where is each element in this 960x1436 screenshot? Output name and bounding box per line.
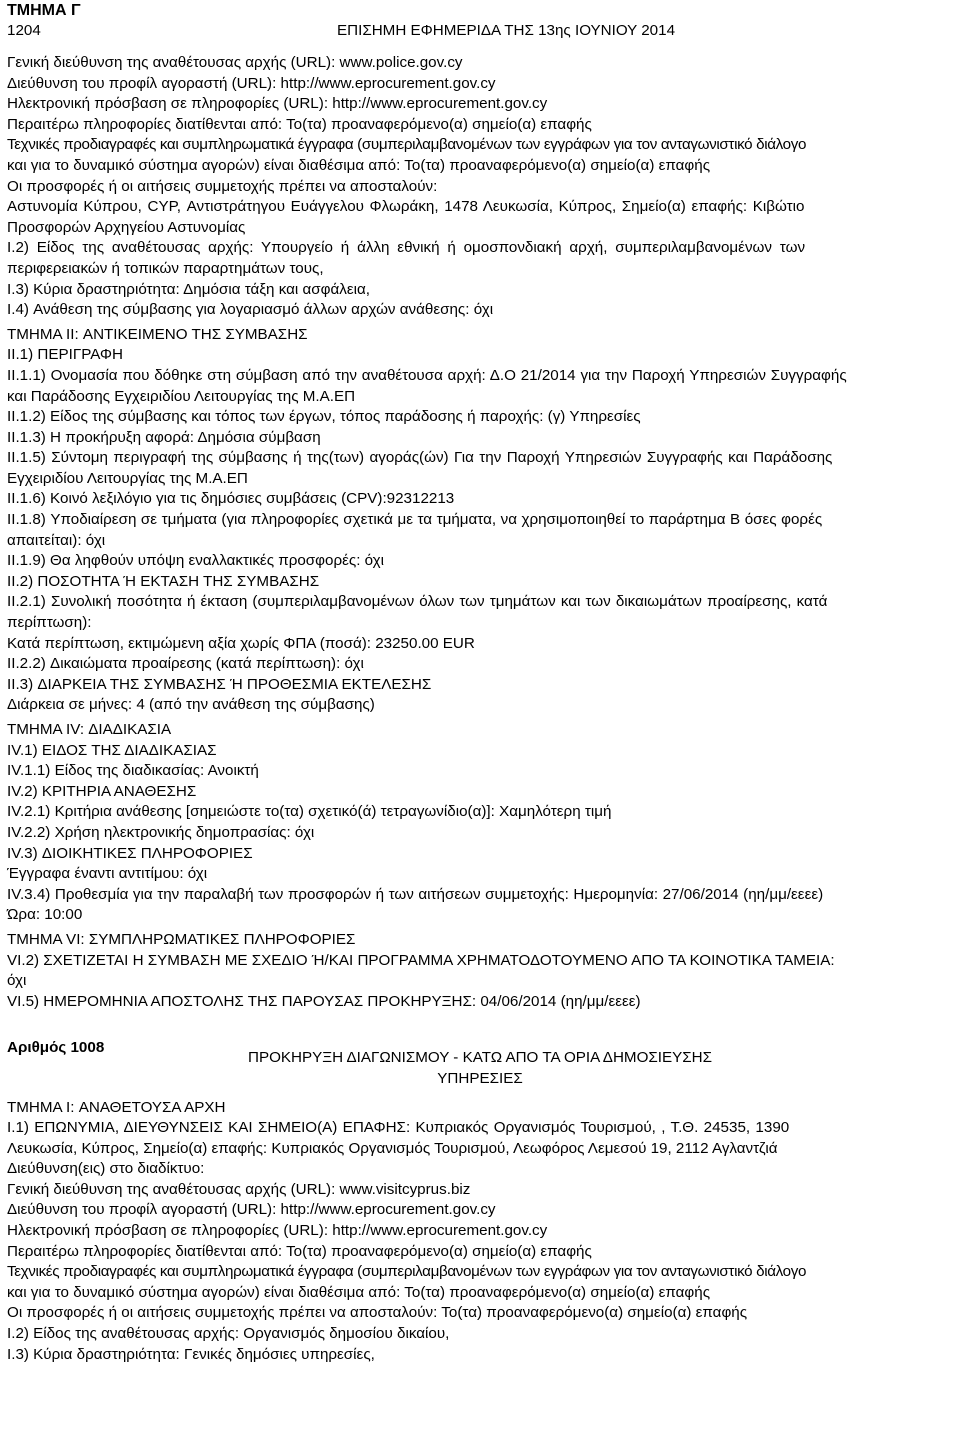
- notice-line: Κατά περίπτωση, εκτιμώμενη αξία χωρίς ΦΠΑ (ποσά): 23250.00 EUR: [7, 634, 475, 652]
- notice-line: Διάρκεια σε μήνες: 4 (από την ανάθεση της σύμβασης): [7, 696, 375, 714]
- notice-line: IV.1) ΕΙΔΟΣ ΤΗΣ ΔΙΑΔΙΚΑΣΙΑΣ: [7, 741, 217, 759]
- notice-line: I.1) ΕΠΩΝΥΜΙΑ, ΔΙΕΥΘΥΝΣΕΙΣ ΚΑΙ ΣΗΜΕΙΟ(Α) ΕΠΑΦΗΣ: Κυπριακός Οργανισμός Τουρισμού, , Τ.Θ. 24535, 1390: [7, 1119, 790, 1137]
- section-heading: ΤΜΗΜΑ I: ΑΝΑΘΕΤΟΥΣΑ ΑΡΧΗ: [7, 1098, 226, 1116]
- notice-line: II.1.1) Ονομασία που δόθηκε στη σύμβαση από την αναθέτουσα αρχή: Δ.Ο 21/2014 για την Παροχή Υπηρεσιών Συγγραφής: [7, 366, 847, 384]
- notice-title-line: ΥΠΗΡΕΣΙΕΣ: [437, 1069, 523, 1087]
- notice-line: και για το δυναμικό σύστημα αγορών) είναι διαθέσιμα από: Το(τα) προαναφερόμενο(α) σημείο(α) επαφής: [7, 156, 711, 174]
- notice-line: II.1) ΠΕΡΙΓΡΑΦΗ: [7, 346, 123, 364]
- notice-line: II.1.6) Κοινό λεξιλόγιο για τις δημόσιες συμβάσεις (CPV):92312213: [7, 490, 455, 508]
- notice-title-line: ΠΡΟΚΗΡΥΞΗ ΔΙΑΓΩΝΙΣΜΟΥ - ΚΑΤΩ ΑΠΟ ΤΑ ΟΡΙΑ ΔΗΜΟΣΙΕΥΣΗΣ: [247, 1049, 712, 1067]
- notice-line: I.3) Κύρια δραστηριότητα: Γενικές δημόσιες υπηρεσίες,: [7, 1345, 375, 1363]
- notice-line: I.2) Είδος της αναθέτουσας αρχής: Οργανισμός δημοσίου δικαίου,: [7, 1325, 450, 1343]
- notice-line: περίπτωση):: [7, 614, 92, 632]
- section-heading: ΤΜΗΜΑ IV: ΔΙΑΔΙΚΑΣΙΑ: [7, 721, 172, 738]
- notice-line: Εγχειριδίου Λειτουργίας της Μ.Α.ΕΠ: [7, 469, 248, 487]
- notice-line: Αστυνομία Κύπρου, CYP, Αντιστράτηγου Ευάγγελου Φλωράκη, 1478 Λευκωσία, Κύπρος, Σημείο(α) επαφής: Κιβώτιο: [7, 198, 805, 216]
- notice-line: II.1.9) Θα ληφθούν υπόψη εναλλακτικές προσφορές: όχι: [7, 552, 385, 570]
- notice-line: IV.3) ΔΙΟΙΚΗΤΙΚΕΣ ΠΛΗΡΟΦΟΡΙΕΣ: [7, 844, 253, 862]
- notice-line: απαιτείται): όχι: [7, 531, 106, 549]
- section-heading: ΤΜΗΜΑ VI: ΣΥΜΠΛΗΡΩΜΑΤΙΚΕΣ ΠΛΗΡΟΦΟΡΙΕΣ: [7, 930, 356, 948]
- notice-line: Οι προσφορές ή οι αιτήσεις συμμετοχής πρέπει να αποσταλούν:: [7, 177, 438, 195]
- notice-line: VI.5) ΗΜΕΡΟΜΗΝΙΑ ΑΠΟΣΤΟΛΗΣ ΤΗΣ ΠΑΡΟΥΣΑΣ ΠΡΟΚΗΡΥΞΗΣ: 04/06/2014 (ηη/μμ/εεεε): [7, 992, 641, 1010]
- notice-line: περιφερειακών ή τοπικών παραρτημάτων τους,: [7, 259, 324, 277]
- notice-line: Λευκωσία, Κύπρος, Σημείο(α) επαφής: Κυπριακός Οργανισμός Τουρισμού, Λεωφόρος Λεμεσού 19, 2112 Αγλαντζιά: [7, 1139, 778, 1157]
- notice-line: II.1.2) Είδος της σύμβασης και τόπος των έργων, τόπος παράδοσης ή παροχής: (γ) Υπηρεσίες: [7, 408, 641, 426]
- section-heading: ΤΜΗΜΑ II: ΑΝΤΙΚΕΙΜΕΝΟ ΤΗΣ ΣΥΜΒΑΣΗΣ: [7, 325, 308, 343]
- notice-line: IV.2.2) Χρήση ηλεκτρονικής δημοπρασίας: όχι: [7, 823, 315, 841]
- notice-line: IV.2) ΚΡΙΤΗΡΙΑ ΑΝΑΘΕΣΗΣ: [7, 782, 197, 800]
- notice-line: II.2) ΠΟΣΟΤΗΤΑ Ή ΕΚΤΑΣΗ ΤΗΣ ΣΥΜΒΑΣΗΣ: [7, 572, 320, 590]
- notice-line: II.1.8) Υποδιαίρεση σε τμήματα (για πληροφορίες σχετικά με τα τμήματα, να χρησιμοποιηθεί το παράρτημα Β όσες φορές: [7, 511, 823, 529]
- notice-line: Τεχνικές προδιαγραφές και συμπληρωματικά έγγραφα (συμπεριλαμβανομένων των εγγράφων για τον ανταγωνιστικό διάλογο: [7, 136, 807, 154]
- notice-title: [207, 1048, 753, 1089]
- notice-line: I.3) Κύρια δραστηριότητα: Δημόσια τάξη και ασφάλεια,: [7, 280, 371, 298]
- notice-line: I.2) Είδος της αναθέτουσας αρχής: Υπουργείο ή άλλη εθνική ή ομοσπονδιακή αρχή, συμπεριλαμβανομένων των: [7, 239, 806, 257]
- notice-line: Ηλεκτρονική πρόσβαση σε πληροφορίες (URL): http://www.eprocurement.gov.cy: [7, 95, 548, 113]
- notice-line: Ηλεκτρονική πρόσβαση σε πληροφορίες (URL): http://www.eprocurement.gov.cy: [7, 1222, 548, 1240]
- notice-line: όχι: [7, 972, 27, 990]
- notice-line: Περαιτέρω πληροφορίες διατίθενται από: Το(τα) προαναφερόμενο(α) σημείο(α) επαφής: [7, 115, 592, 133]
- running-header: [7, 21, 953, 41]
- notice-line: II.1.5) Σύντομη περιγραφή της σύμβασης ή της(των) αγοράς(ών) Για την Παροχή Υπηρεσιών Συγγραφής και Παράδοσης: [7, 449, 833, 467]
- notice-line: VI.2) ΣΧΕΤΙΖΕΤΑΙ Η ΣΥΜΒΑΣΗ ΜΕ ΣΧΕΔΙΟ Ή/ΚΑΙ ΠΡΟΓΡΑΜΜΑ ΧΡΗΜΑΤΟΔΟΤΟΥΜΕΝΟ ΑΠΟ ΤΑ ΚΟΙΝΟΤΙΚΑ ΤΑΜΕΙΑ:: [7, 951, 835, 969]
- notice-line: και για το δυναμικό σύστημα αγορών) είναι διαθέσιμα από: Το(τα) προαναφερόμενο(α) σημείο(α) επαφής: [7, 1283, 711, 1301]
- notice-line: IV.3.4) Προθεσμία για την παραλαβή των προσφορών ή των αιτήσεων συμμετοχής: Ημερομηνία: 27/06/2014 (ηη/μμ/εεεε): [7, 885, 824, 903]
- notice-line: II.3) ΔΙΑΡΚΕΙΑ ΤΗΣ ΣΥΜΒΑΣΗΣ Ή ΠΡΟΘΕΣΜΙΑ ΕΚΤΕΛΕΣΗΣ: [7, 675, 432, 693]
- document-page: [7, 0, 953, 1365]
- notice-line: Γενική διεύθυνση της αναθέτουσας αρχής (URL): www.visitcyprus.biz: [7, 1180, 471, 1198]
- gazette-title: ΕΠΙΣΗΜΗ ΕΦΗΜΕΡΙΔΑ ΤΗΣ 13ης ΙΟΥΝΙΟΥ 2014: [337, 22, 676, 39]
- notice-number: Αριθμός 1008: [7, 1039, 105, 1057]
- notice-line: II.2.2) Δικαιώματα προαίρεσης (κατά περίπτωση): όχι: [7, 655, 364, 673]
- notice-line: Διεύθυνση του προφίλ αγοραστή (URL): http://www.eprocurement.gov.cy: [7, 74, 496, 92]
- notice-line: IV.1.1) Είδος της διαδικασίας: Ανοικτή: [7, 762, 259, 780]
- notice-line: και Παράδοσης Εγχειριδίου Λειτουργίας της Μ.Α.ΕΠ: [7, 387, 356, 405]
- notice-line: Ώρα: 10:00: [7, 906, 83, 924]
- notice-line: Προσφορών Αρχηγείου Αστυνομίας: [7, 218, 246, 236]
- notice-line: Έγγραφα έναντι αντιτίμου: όχι: [7, 865, 208, 883]
- notice-line: Οι προσφορές ή οι αιτήσεις συμμετοχής πρέπει να αποσταλούν: Το(τα) προαναφερόμενο(α) σημείο(α) επαφής: [7, 1304, 748, 1322]
- notice-header: [7, 1038, 953, 1089]
- notice-line: Περαιτέρω πληροφορίες διατίθενται από: Το(τα) προαναφερόμενο(α) σημείο(α) επαφής: [7, 1242, 592, 1260]
- notice-line: Γενική διεύθυνση της αναθέτουσας αρχής (URL): www.police.gov.cy: [7, 54, 463, 71]
- notice-line: I.4) Ανάθεση της σύμβασης για λογαριασμό άλλων αρχών ανάθεσης: όχι: [7, 301, 494, 319]
- notice-line: Διεύθυνση του προφίλ αγοραστή (URL): http://www.eprocurement.gov.cy: [7, 1201, 496, 1219]
- notice-line: II.1.3) Η προκήρυξη αφορά: Δημόσια σύμβαση: [7, 428, 321, 446]
- notice-line: Διεύθυνση(εις) στο διαδίκτυο:: [7, 1160, 205, 1178]
- section-mark: ΤΜΗΜΑ Γ: [7, 2, 81, 19]
- notice-line: IV.2.1) Κριτήρια ανάθεσης [σημειώστε το(τα) σχετικό(ά) τετραγωνίδιο(α)]: Χαμηλότερη τιμή: [7, 803, 612, 821]
- notice-line: Τεχνικές προδιαγραφές και συμπληρωματικά έγγραφα (συμπεριλαμβανομένων των εγγράφων για τον ανταγωνιστικό διάλογο: [7, 1263, 807, 1281]
- page-number: 1204: [7, 22, 41, 39]
- notice-line: II.2.1) Συνολική ποσότητα ή έκταση (συμπεριλαμβανομένων όλων των τμημάτων και των δικαιωμάτων προαίρεσης, κατά: [7, 593, 828, 611]
